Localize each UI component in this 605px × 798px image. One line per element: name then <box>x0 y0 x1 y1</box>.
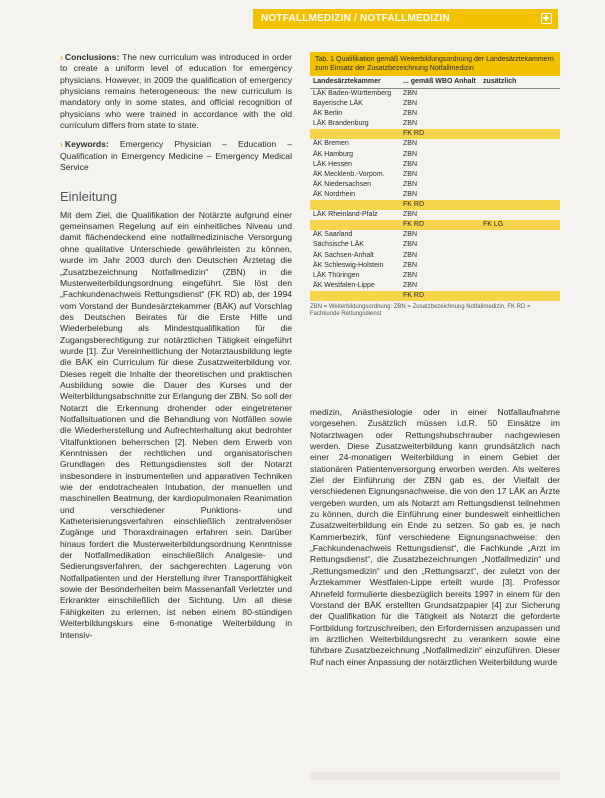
table-row <box>310 281 560 291</box>
table-row <box>310 129 560 139</box>
table-cell <box>480 99 560 109</box>
table-cell <box>480 160 560 170</box>
keywords-text: Emergency Physician – Education – Qualification in Emergency Medicine – Emergency Medical Service <box>60 139 293 173</box>
table-row <box>310 89 560 100</box>
table-cell: ZBN <box>403 271 417 279</box>
table-caption: Tab. 1 Qualifikation gemäß Weiterbildungsordnung der Landesärztekammern zum Einsatz der Zusatzbezeichnung Notfallmedizin <box>310 52 560 76</box>
right-body-text: medizin, Anästhesiologie oder in einer Notfallaufnahme vorgesehen. Zusätzlich müssen i.d.R. 50 Einsätze im Notarztwagen oder Rettungshubschrauber nachgewiesen werden. Diese Zusatzweiterbildung kann grundsätzlich nach einer 24-monatigen Weiterbildung in einem Gebiet der stationären Patientenversorgung erworben werden. Als weiteres Ziel der Einführung der ZBN gab es, der Vielfalt der verschiedenen Eignungsnachweise, die von den 17 LÄK an Ärzte vergeben wurden, um als Notarzt am Rettungsdienst teilnehmen zu können, durch die Einführung einer bundesweit einheitlichen Zusatzweiterbildung ein Ende zu setzen. So gab es, je nach Kammerbezirk, fünf verschiedene Eignungsnachweise: den „Fachkundenachweis Rettungsdienst“, die Fachkunde „Arzt im Rettungsdienst“, die Zusatzbezeichnungen „Notfallmedizin“ und „Rettungsmedizin“ und den „Rettungsarzt“, der zuletzt von der Ärztekammer Westfalen-Lippe erteilt wurde [3]. Professor Ahnefeld formulierte diesbezüglich bereits 1997 in einem für den Vorstand der BÄK erstellten Grundsatzpapier [4] zur Sicherung der Qualifikation für die Tätigkeit als Notarzt die geforderte Fortbildung fortzuschreiben, den Erfordernissen anzupassen und im ärztlichen Weiterbildungsrecht zu verankern sowie eine führbare Zusatzbezeichnung „Notfallmedizin“ einzuführen. Dieser Ruf nach einer Anpassung der notärztlichen Weiterbildung wurde <box>310 407 560 667</box>
table-cell <box>310 291 400 301</box>
table-cell: Sächsische LÄK <box>313 241 364 249</box>
col-header-chamber: Landesärztekammer <box>310 76 400 89</box>
table-cell: FK RD <box>400 220 480 230</box>
table-cell: ÄK Sachsen-Anhalt <box>313 251 374 259</box>
table-row <box>310 230 560 240</box>
table-1 <box>310 52 560 319</box>
arrow-icon: › <box>60 139 63 150</box>
table-cell: ÄK Bremen <box>313 140 349 148</box>
book-icon <box>541 13 552 24</box>
table-cell: ZBN <box>403 231 417 239</box>
abstract-conclusions <box>60 52 292 131</box>
table-cell: LÄK Thüringen <box>313 271 360 279</box>
table-cell: ZBN <box>403 180 417 188</box>
conclusions-text: The new curriculum was introduced in order to create a uniform level of education for emergency physicians. However, in 2009 the qualification of emergency physicians remains heterogeneous: the new curriculum is mandatory only in some states, and official recognition of physicians who were trained in accordance with the old curriculum differs from state to state. <box>60 52 293 131</box>
section-title: Einleitung <box>60 189 118 205</box>
col-header-wbo: ... gemäß WBO Anhalt <box>400 76 480 89</box>
table-cell: LÄK Baden-Württemberg <box>313 90 392 97</box>
table-cell: ZBN <box>403 241 417 249</box>
table-cell <box>480 251 560 261</box>
table-cell: ÄK Hamburg <box>313 150 354 158</box>
table-cell <box>480 129 560 139</box>
table-cell <box>480 261 560 271</box>
table-row <box>310 180 560 190</box>
table-cell: LÄK Brandenburg <box>313 120 369 128</box>
table-cell <box>480 139 560 149</box>
page-footer <box>310 772 560 780</box>
table-cell <box>480 190 560 200</box>
left-body-text: Mit dem Ziel, die Qualifikation der Notärzte aufgrund einer gemeinsamen Regelung auf ein einheitliches Niveau und damit flächendeckend eine notfallmedizinische Versorgung ohne qualitative Unterschiede gewährleisten zu können, wurde im Jahr 2003 durch den Deutschen Ärztetag die „Zusatzbezeichnung Notfallmedizin“ (ZBN) in die Musterweiterbildungsordnung eingeführt. Sie löst den „Fachkundenachweis Rettungsdienst“ (FK RD) ab, der 1994 vom Vorstand der Bundesärztekammer (BÄK) auf Vorschlag des Deutschen Beirates für die Erste Hilfe und Wiederbelebung als Mindestqualifikation für die Zugangsberechtigung zur notärztlichen Tätigkeit eingeführt wurde [1]. Zur Vereinheitlichung der Notarztausbildung legte die BÄK ein Curriculum für diese Zusatzweiterbildung vor. Dieses regelt die Inhalte der theoretischen und praktischen Ausbildung sowie die Dauer des Kurses und der Weiterbildungsabschnitte zur Erlangung der ZBN. So soll der Notarzt die Erkennung drohender oder eingetretener Notfallsituationen und die Behandlung von Notfällen sowie die Wiederherstellung und Aufrechterhaltung akut bedrohter Vitalfunktionen beherrschen [2]. Neben dem Erwerb von Kenntnissen der rechtlichen und organisatorischen Grundlagen des Rettungsdienstes soll der Notarzt insbesondere in instrumentellen und apparativen Techniken wie der endotrachealen Intubation, der manuellen und maschinellen Beatmung, der kardiopulmonalen Reanimation und verschiedener Punktions- und Katheterisierungsverfahren einschließlich zentralvenöser Zugänge und Thoraxdrainagen erfahren sein. Darüber hinaus fordert die Musterweiterbildungsordnung Kenntnisse der Notfallmedikation einschließlich Analgesie- und Sedierungsverfahren, der sachgerechten Lagerung von Notfallpatienten und der Herstellung ihrer Transportfähigkeit sowie der Besonderheiten beim Massenanfall Verletzter und Erkrankter einschließlich der Sichtung. Um all diese Fähigkeiten zu erlernen, ist neben einem 80-stündigen Weiterbildungskurs eine 6-monatige Weiterbildung in Intensiv- <box>60 209 292 640</box>
table-cell: LÄK Rheinland-Pfalz <box>313 211 378 219</box>
table-cell: ZBN <box>403 261 417 269</box>
table-cell: ZBN <box>403 150 417 158</box>
table-cell <box>310 220 400 230</box>
table-cell: LÄK Hessen <box>313 160 352 168</box>
table-cell: ÄK Berlin <box>313 110 343 118</box>
table-row <box>310 261 560 271</box>
col-header-additional: zusätzlich <box>480 76 560 89</box>
table-cell: ÄK Saarland <box>313 231 353 239</box>
table-row <box>310 251 560 261</box>
arrow-icon: › <box>60 52 63 62</box>
table-row <box>310 291 560 301</box>
table-cell: ZBN <box>403 170 417 178</box>
table-row <box>310 150 560 160</box>
table-cell: FK RD <box>400 291 480 301</box>
table-cell: ZBN <box>403 90 417 97</box>
table-cell: ZBN <box>403 251 417 259</box>
running-header-title: NOTFALLMEDIZIN / NOTFALLMEDIZIN <box>261 13 450 24</box>
table-row <box>310 99 560 109</box>
table-cell <box>480 109 560 119</box>
table-cell: ÄK Niedersachsen <box>313 180 371 188</box>
table-cell: FK RD <box>400 129 480 139</box>
table-row <box>310 271 560 281</box>
table-cell <box>480 271 560 281</box>
table-cell: FK LG <box>480 220 560 230</box>
keywords <box>60 139 292 173</box>
conclusions-label: Conclusions: <box>64 52 120 62</box>
table-cell <box>480 200 560 210</box>
table-cell: ZBN <box>403 211 417 219</box>
table-row <box>310 200 560 210</box>
table-cell <box>480 240 560 250</box>
table-cell: ÄK Nordrhein <box>313 190 356 198</box>
table-cell: FK RD <box>400 200 480 210</box>
qualification-table <box>310 76 560 301</box>
table-cell: ZBN <box>403 110 417 118</box>
table-cell <box>480 291 560 301</box>
table-cell <box>310 129 400 139</box>
table-row <box>310 220 560 230</box>
table-cell: ÄK Westfalen-Lippe <box>313 281 375 289</box>
table-cell: ZBN <box>403 190 417 198</box>
table-row <box>310 170 560 180</box>
table-cell: ZBN <box>403 100 417 108</box>
table-header-row <box>310 76 560 89</box>
table-row <box>310 139 560 149</box>
table-cell <box>310 200 400 210</box>
table-cell: ZBN <box>403 140 417 148</box>
table-row <box>310 109 560 119</box>
table-cell: Bayerische LÄK <box>313 100 363 108</box>
table-row <box>310 160 560 170</box>
keywords-label: Keywords: <box>64 139 109 150</box>
table-footnote: ZBN = Weiterbildungsordnung: ZBN = Zusatzbezeichnung Notfallmedizin, FK RD = Fachkunde Rettungsdienst <box>310 303 531 318</box>
right-column <box>310 407 560 668</box>
table-cell <box>480 150 560 160</box>
table-row <box>310 190 560 200</box>
table-row <box>310 119 560 129</box>
table-cell <box>480 210 560 220</box>
left-column <box>60 52 292 641</box>
table-cell: ÄK Schleswig-Holstein <box>313 261 384 269</box>
table-row <box>310 240 560 250</box>
table-cell <box>480 89 560 100</box>
table-cell <box>480 180 560 190</box>
table-cell: ZBN <box>403 281 417 289</box>
table-cell <box>480 230 560 240</box>
table-cell <box>480 119 560 129</box>
table-cell: ZBN <box>403 120 417 128</box>
running-header <box>253 9 558 29</box>
table-cell <box>480 281 560 291</box>
table-row <box>310 210 560 220</box>
table-cell: ÄK Mecklenb.-Vorpom. <box>313 170 385 178</box>
table-cell: ZBN <box>403 160 417 168</box>
table-cell <box>480 170 560 180</box>
